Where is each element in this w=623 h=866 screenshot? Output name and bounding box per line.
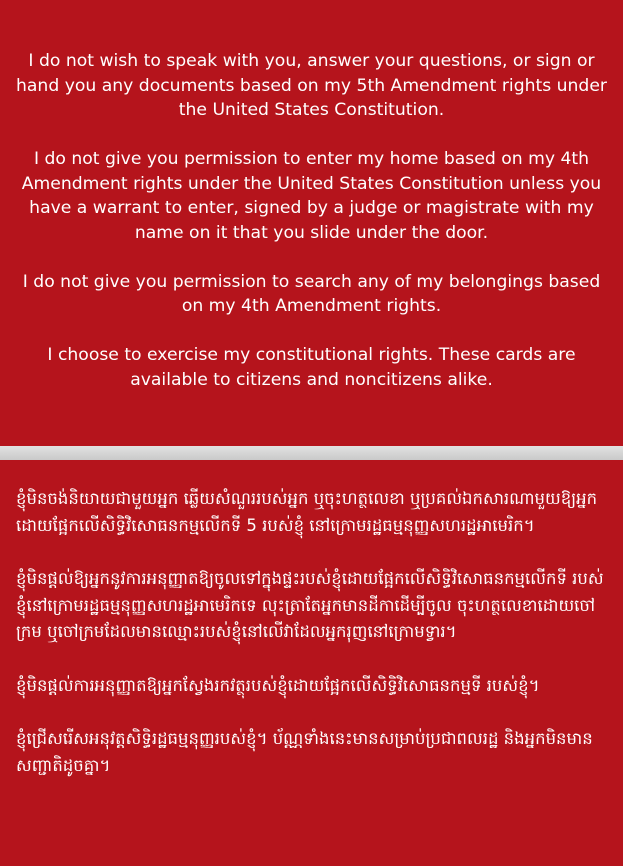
exercise-rights-paragraph: I choose to exercise my constitutional rights. These cards are available to citizens and noncitizens alike. (47, 345, 576, 390)
khmer-home-entry-paragraph: ខ្ញុំមិនផ្តល់ឱ្យអ្នកនូវការអនុញ្ញាតឱ្យចូលទៅក្នុងផ្ទះរបស់ខ្ញុំដោយផ្អែកលើសិទ្ធិវិសោធនកម្មលើកទី របស់ខ្ញុំនៅក្រោមរដ្ឋធម្មនុញ្ញសហរដ្ឋអាមេរិកទេ លុះត្រាតែអ្នកមានដីកាដើម្បីចូល ចុះហត្ថលេខាដោយចៅក្រម ឬចៅក្រមដែលមានឈ្មោះរបស់ខ្ញុំនៅលើវាដែលអ្នករុញនៅក្រោមទ្វារ។ (16, 569, 604, 641)
khmer-fifth-amendment-paragraph: ខ្ញុំមិនចង់និយាយជាមួយអ្នក ឆ្លើយសំណួររបស់អ្នក ឬចុះហត្ថលេខា ឬប្រគល់ឯកសារណាមួយឱ្យអ្នក ដោយផ្អែកលើសិទ្ធិវិសោធនកម្មលើកទី 5 របស់ខ្ញុំ នៅក្រោមរដ្ឋធម្មនុញ្ញសហរដ្ឋអាមេរិក។ (16, 489, 598, 535)
khmer-card-text (16, 486, 607, 806)
khmer-rights-card (0, 460, 623, 866)
search-belongings-paragraph: I do not give you permission to search any of my belongings based on my 4th Amendment rights. (22, 271, 601, 316)
home-entry-paragraph: I do not give you permission to enter my home based on my 4th Amendment rights under the United States Constitution unless you have a warrant to enter, signed by a judge or magistrate with my name on it that you slide under the door. (21, 149, 602, 243)
khmer-exercise-rights-paragraph: ខ្ញុំជ្រើសរើសអនុវត្តសិទ្ធិរដ្ឋធម្មនុញ្ញរបស់ខ្ញុំ។ ប័ណ្ណទាំងនេះមានសម្រាប់ប្រជាពលរដ្ឋ និងអ្នកមិនមានសញ្ជាតិដូចគ្នា។ (16, 729, 593, 775)
card-divider (0, 446, 623, 460)
khmer-search-belongings-paragraph: ខ្ញុំមិនផ្តល់ការអនុញ្ញាតឱ្យអ្នកស្វែងរកវត្ថុរបស់ខ្ញុំដោយផ្អែកលើសិទ្ធិវិសោធនកម្មទី របស់ខ្ញុំ។ (16, 675, 540, 695)
english-card-text (10, 49, 613, 417)
fifth-amendment-paragraph: I do not wish to speak with you, answer your questions, or sign or hand you any documents based on my 5th Amendment rights under the United States Constitution. (16, 51, 607, 120)
